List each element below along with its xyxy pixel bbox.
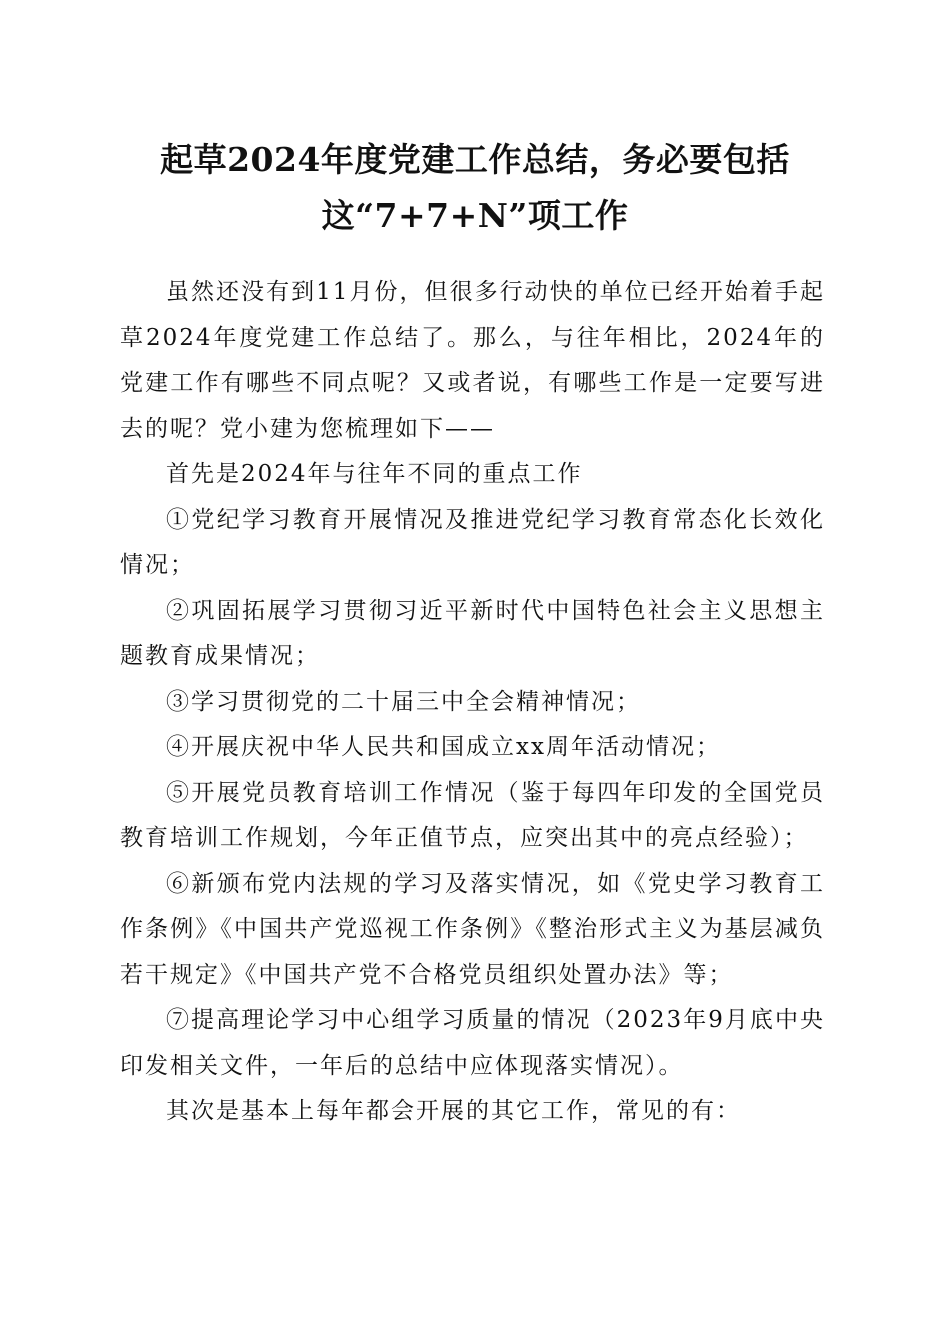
- title-line-2: 这“7+7+N”项工作: [321, 196, 629, 235]
- list-item-4: ④开展庆祝中华人民共和国成立xx周年活动情况；: [166, 734, 721, 760]
- list-item-1: ①党纪学习教育开展情况及推进党纪学习教育常态化长效化情况；: [120, 506, 825, 578]
- title-line-1: 起草2024年度党建工作总结，务必要包括: [160, 140, 790, 179]
- paragraph-section-heading-1: 首先是2024年与往年不同的重点工作: [166, 461, 583, 487]
- list-item-6: ⑥新颁布党内法规的学习及落实情况，如《党史学习教育工作条例》《中国共产党巡视工作条例》《整治形式主义为基层减负若干规定》《中国共产党不合格党员组织处置办法》等；: [120, 870, 825, 988]
- list-item-7: ⑦提高理论学习中心组学习质量的情况（2023年9月底中央印发相关文件，一年后的总结中应体现落实情况）。: [120, 1007, 825, 1079]
- document-title: [100, 132, 850, 244]
- list-item-3: ③学习贯彻党的二十届三中全会精神情况；: [166, 688, 641, 715]
- paragraph-section-heading-2: 其次是基本上每年都会开展的其它工作，常见的有：: [166, 1098, 741, 1124]
- paragraph-intro: 虽然还没有到11月份，但很多行动快的单位已经开始着手起草2024年度党建工作总结了。那么，与往年相比，2024年的党建工作有哪些不同点呢？又或者说，有哪些工作是一定要写进去的呢？党小建为您梳理如下——: [120, 279, 825, 442]
- document-body: [120, 270, 825, 1135]
- list-item-5: ⑤开展党员教育培训工作情况（鉴于每四年印发的全国党员教育培训工作规划，今年正值节点，应突出其中的亮点经验）；: [120, 779, 825, 851]
- list-item-2: ②巩固拓展学习贯彻习近平新时代中国特色社会主义思想主题教育成果情况；: [120, 597, 825, 669]
